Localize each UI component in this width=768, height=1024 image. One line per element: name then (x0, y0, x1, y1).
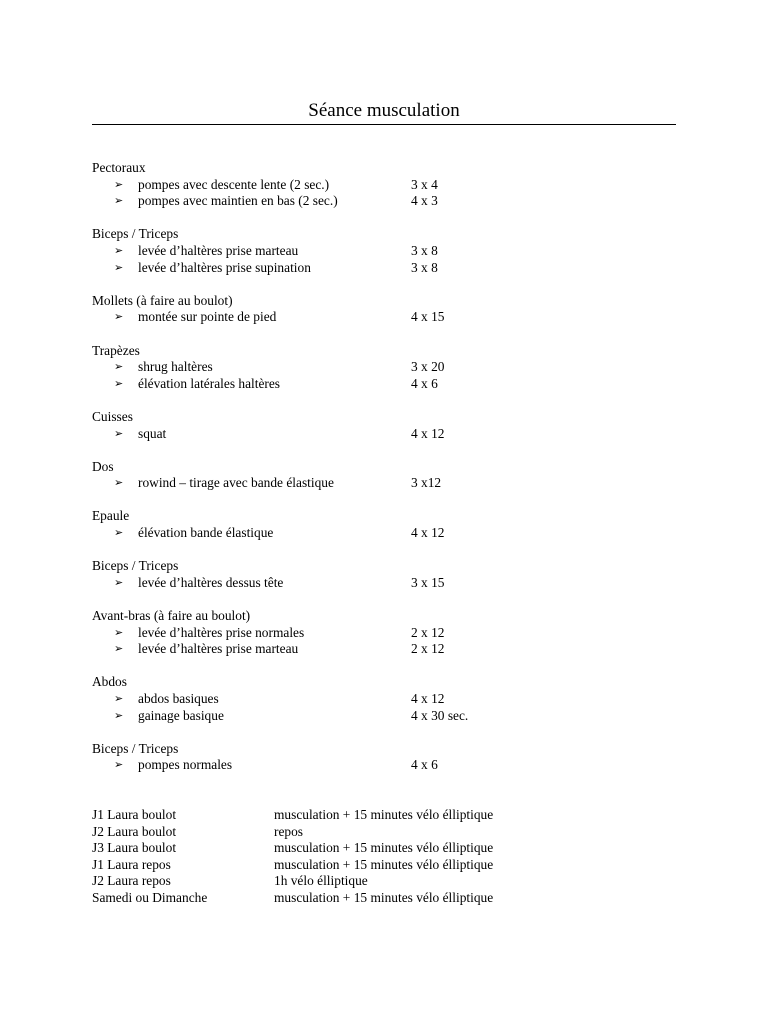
exercise-sets: 4 x 12 (411, 691, 445, 706)
section-title: Epaule (92, 508, 130, 524)
exercise-sets: 3 x12 (411, 475, 442, 491)
exercise-row (92, 575, 692, 592)
exercise-section (92, 674, 692, 724)
exercise-section (92, 409, 692, 442)
section-title: Biceps / Triceps (92, 558, 179, 574)
exercise-section (92, 343, 692, 393)
arrow-bullet-icon: ➢ (114, 426, 124, 440)
schedule-day: J2 Laura boulot (92, 823, 177, 839)
exercise-name: élévation bande élastique (138, 525, 274, 541)
exercise-name: montée sur pointe de pied (138, 309, 277, 325)
arrow-bullet-icon: ➢ (114, 177, 124, 191)
arrow-bullet-icon: ➢ (114, 376, 124, 390)
exercise-section (92, 741, 692, 774)
exercise-sets: 4 x 6 (411, 375, 438, 391)
exercise-section (92, 160, 692, 210)
schedule-day: J3 Laura boulot (92, 840, 177, 855)
section-title: Mollets (à faire au boulot) (92, 292, 233, 308)
schedule-activity: musculation + 15 minutes vélo élliptique (274, 856, 494, 872)
exercise-sets: 3 x 15 (411, 574, 445, 590)
arrow-bullet-icon: ➢ (114, 360, 124, 374)
exercise-row (92, 708, 692, 725)
exercise-row (92, 757, 692, 774)
exercise-row (92, 426, 692, 443)
arrow-bullet-icon: ➢ (114, 575, 124, 589)
exercise-sets: 4 x 3 (411, 193, 438, 209)
exercise-name: pompes avec maintien en bas (2 sec.) (138, 193, 338, 209)
exercise-sets: 3 x 8 (411, 242, 438, 258)
exercise-name: squat (138, 425, 167, 441)
schedule-row (92, 807, 692, 824)
arrow-bullet-icon: ➢ (114, 526, 124, 540)
title-underline (92, 124, 676, 125)
section-title: Abdos (92, 674, 127, 690)
exercise-section (92, 293, 692, 326)
exercise-name: shrug haltères (138, 359, 213, 375)
exercise-row (92, 376, 692, 393)
schedule-activity: musculation + 15 minutes vélo élliptique (274, 840, 494, 855)
section-title: Trapèzes (92, 342, 140, 358)
exercise-list (92, 160, 692, 791)
schedule-day: J2 Laura repos (92, 873, 171, 888)
exercise-section (92, 226, 692, 276)
arrow-bullet-icon: ➢ (114, 708, 124, 722)
schedule-row (92, 840, 692, 857)
arrow-bullet-icon: ➢ (114, 692, 124, 705)
schedule-row (92, 873, 692, 890)
arrow-bullet-icon: ➢ (114, 625, 124, 639)
section-title: Cuisses (92, 408, 133, 424)
arrow-bullet-icon: ➢ (114, 243, 124, 257)
weekly-schedule (92, 807, 692, 906)
exercise-row (92, 359, 692, 376)
exercise-sets: 4 x 12 (411, 425, 445, 441)
arrow-bullet-icon: ➢ (114, 310, 124, 324)
schedule-day: J1 Laura repos (92, 856, 171, 872)
exercise-sets: 3 x 20 (411, 359, 445, 375)
exercise-name: élévation latérales haltères (138, 375, 281, 391)
exercise-row (92, 475, 692, 492)
arrow-bullet-icon: ➢ (114, 194, 124, 208)
exercise-sets: 3 x 8 (411, 259, 438, 275)
schedule-day: Samedi ou Dimanche (92, 889, 208, 905)
exercise-section (92, 608, 692, 658)
section-title: Avant-bras (à faire au boulot) (92, 608, 251, 624)
exercise-row (92, 641, 692, 658)
page-title: Séance musculation (308, 100, 460, 121)
exercise-sets: 2 x 12 (411, 624, 445, 640)
arrow-bullet-icon: ➢ (114, 476, 124, 490)
exercise-row (92, 625, 692, 642)
exercise-name: gainage basique (138, 707, 224, 723)
exercise-sets: 4 x 6 (411, 757, 438, 773)
exercise-name: levée d’haltères prise marteau (138, 641, 299, 657)
exercise-row (92, 177, 692, 194)
section-title: Biceps / Triceps (92, 740, 179, 756)
section-title: Pectoraux (92, 160, 146, 175)
exercise-name: rowind – tirage avec bande élastique (138, 475, 334, 491)
exercise-sets: 3 x 4 (411, 176, 438, 192)
exercise-row (92, 525, 692, 542)
exercise-row (92, 193, 692, 210)
exercise-name: levée d’haltères prise supination (138, 259, 311, 275)
exercise-section (92, 558, 692, 591)
arrow-bullet-icon: ➢ (114, 260, 124, 274)
exercise-sets: 4 x 12 (411, 525, 445, 541)
exercise-row (92, 260, 692, 277)
exercise-section (92, 459, 692, 492)
exercise-row (92, 691, 692, 708)
schedule-row (92, 890, 692, 907)
exercise-name: pompes avec descente lente (2 sec.) (138, 176, 330, 192)
exercise-sets: 4 x 30 sec. (411, 707, 469, 723)
schedule-activity: repos (274, 823, 304, 839)
exercise-row (92, 309, 692, 326)
exercise-name: abdos basiques (138, 691, 219, 706)
schedule-day: J1 Laura boulot (92, 807, 177, 822)
exercise-name: levée d’haltères dessus tête (138, 574, 284, 590)
exercise-sets: 2 x 12 (411, 641, 445, 657)
section-title: Biceps / Triceps (92, 226, 179, 242)
section-title: Dos (92, 458, 114, 474)
exercise-name: levée d’haltères prise normales (138, 624, 305, 640)
schedule-row (92, 824, 692, 841)
schedule-activity: musculation + 15 minutes vélo élliptique (274, 889, 494, 905)
exercise-section (92, 508, 692, 541)
schedule-activity: musculation + 15 minutes vélo élliptique (274, 807, 494, 822)
schedule-activity: 1h vélo élliptique (274, 873, 368, 888)
arrow-bullet-icon: ➢ (114, 758, 124, 772)
schedule-row (92, 857, 692, 874)
exercise-name: levée d’haltères prise marteau (138, 242, 299, 258)
exercise-name: pompes normales (138, 757, 233, 773)
exercise-row (92, 243, 692, 260)
arrow-bullet-icon: ➢ (114, 642, 124, 656)
exercise-sets: 4 x 15 (411, 309, 445, 325)
